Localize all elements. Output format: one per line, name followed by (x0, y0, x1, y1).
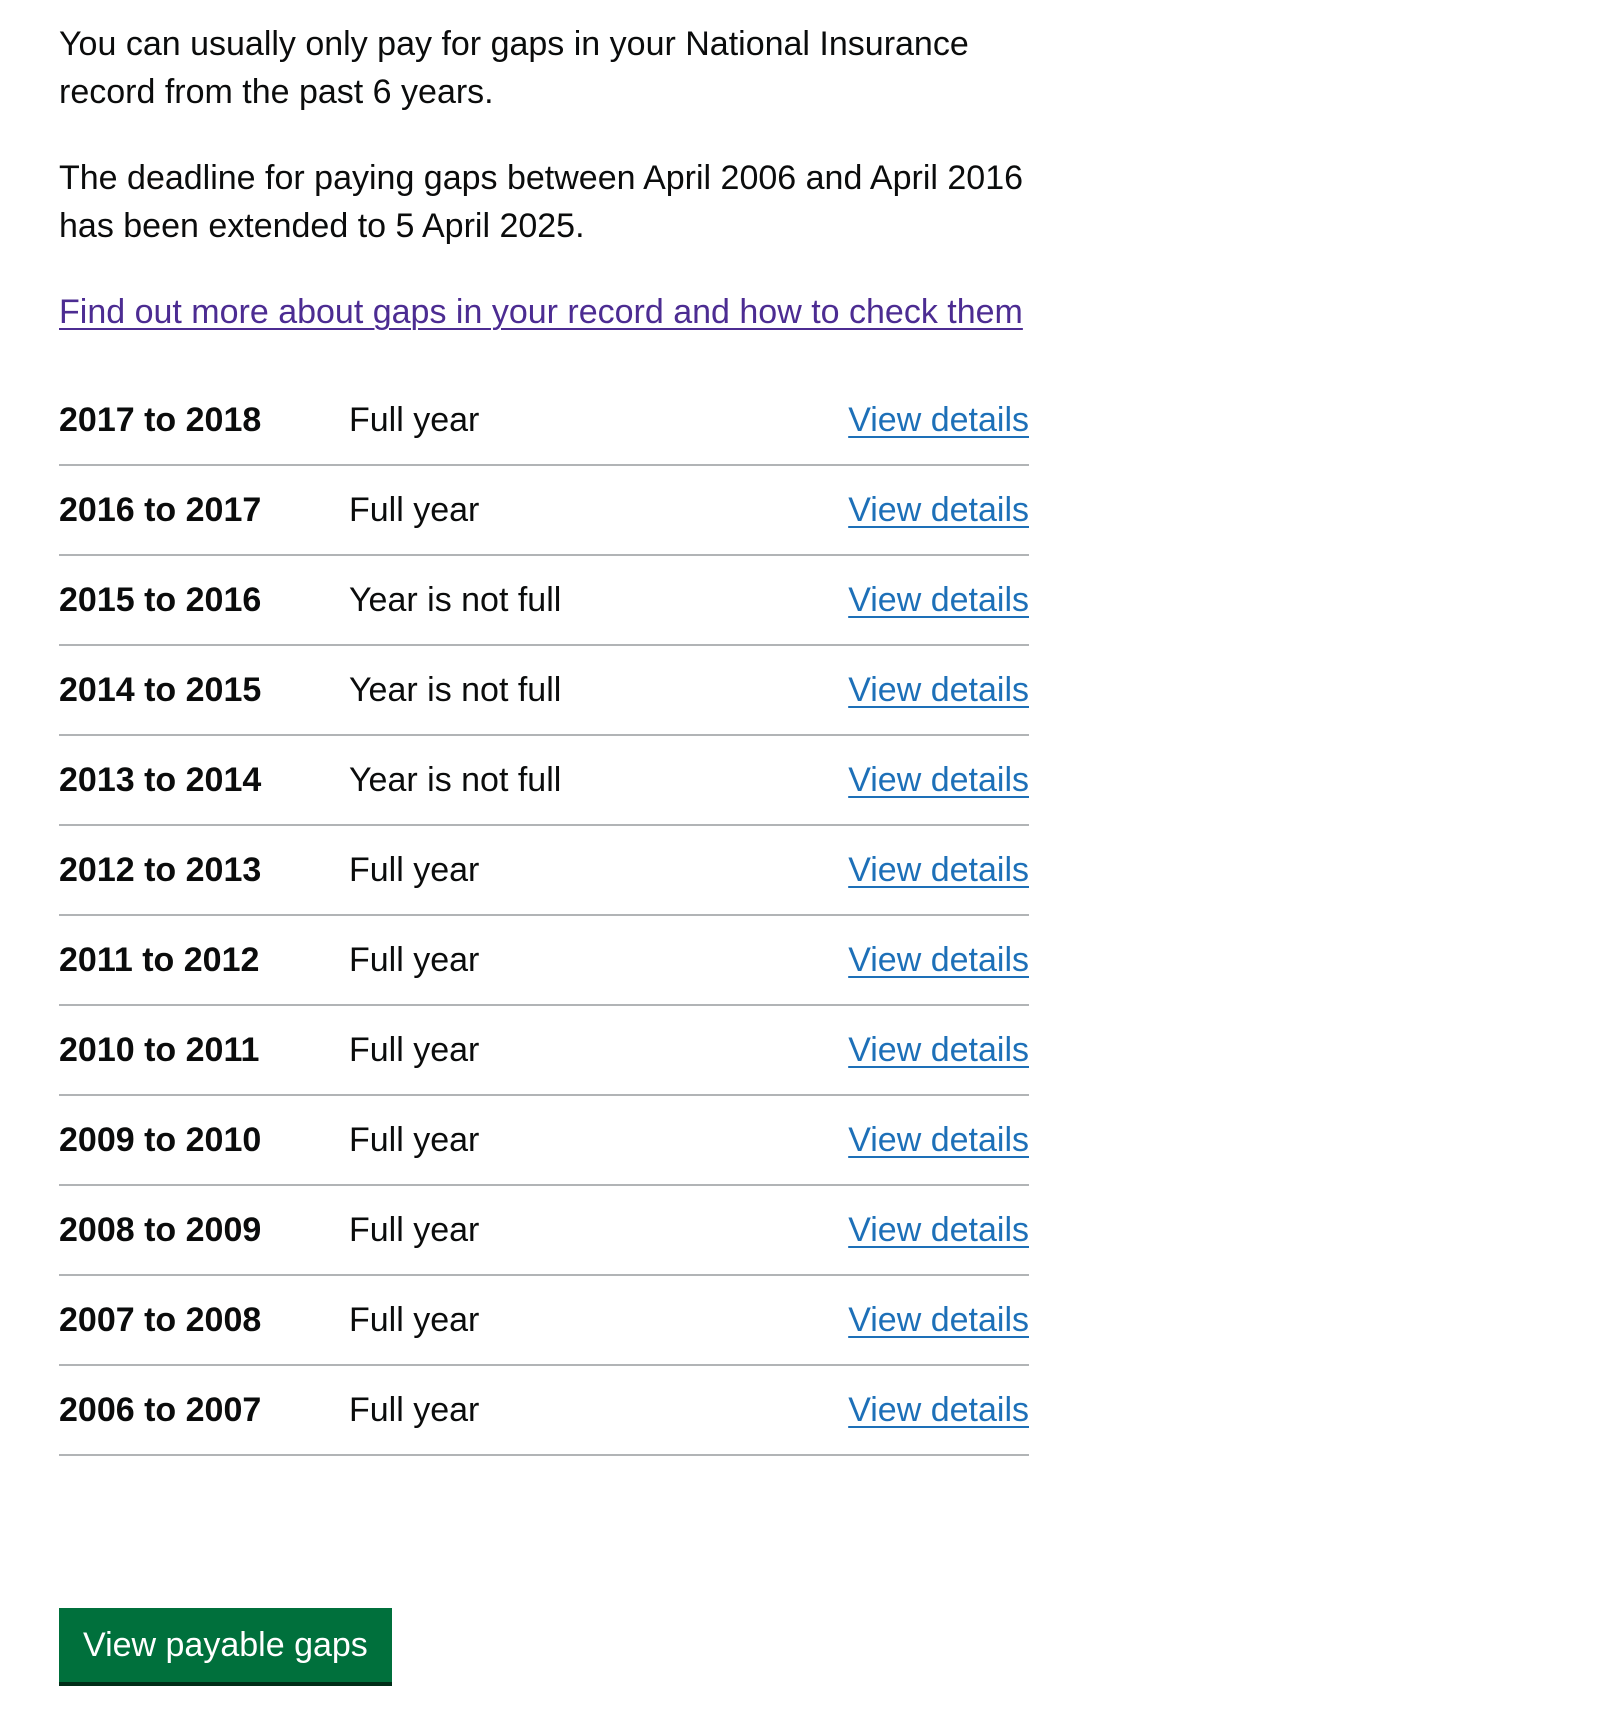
view-details-cell (829, 555, 1029, 645)
tax-year-label: 2010 to 2011 (59, 1005, 349, 1095)
table-row (59, 645, 1029, 735)
year-status: Full year (349, 1365, 829, 1455)
year-status: Full year (349, 1005, 829, 1095)
view-details-link[interactable]: View details (848, 670, 1029, 709)
view-details-link[interactable]: View details (848, 400, 1029, 439)
view-details-link[interactable]: View details (848, 1030, 1029, 1069)
year-status: Year is not full (349, 645, 829, 735)
view-details-link[interactable]: View details (848, 490, 1029, 529)
table-row (59, 1275, 1029, 1365)
view-payable-gaps-button[interactable]: View payable gaps (59, 1608, 392, 1682)
view-details-cell (829, 465, 1029, 555)
view-details-link[interactable]: View details (848, 1210, 1029, 1249)
year-status: Full year (349, 1275, 829, 1365)
view-details-cell (829, 1365, 1029, 1455)
view-details-cell (829, 735, 1029, 825)
tax-year-label: 2008 to 2009 (59, 1185, 349, 1275)
year-status: Full year (349, 1095, 829, 1185)
year-status: Full year (349, 825, 829, 915)
tax-year-label: 2006 to 2007 (59, 1365, 349, 1455)
table-row (59, 1095, 1029, 1185)
view-details-link[interactable]: View details (848, 760, 1029, 799)
table-row (59, 735, 1029, 825)
tax-years-table (59, 376, 1029, 1456)
year-status: Year is not full (349, 735, 829, 825)
tax-year-label: 2014 to 2015 (59, 645, 349, 735)
table-row (59, 376, 1029, 465)
tax-year-label: 2007 to 2008 (59, 1275, 349, 1365)
view-details-link[interactable]: View details (848, 580, 1029, 619)
table-row (59, 555, 1029, 645)
year-status: Full year (349, 465, 829, 555)
year-status: Full year (349, 915, 829, 1005)
view-details-link[interactable]: View details (848, 850, 1029, 889)
view-details-link[interactable]: View details (848, 1390, 1029, 1429)
intro-paragraph-1: You can usually only pay for gaps in your National Insurance record from the past 6 years. (59, 25, 969, 111)
tax-year-label: 2013 to 2014 (59, 735, 349, 825)
table-row (59, 1005, 1029, 1095)
table-row (59, 1185, 1029, 1275)
year-status: Full year (349, 376, 829, 465)
view-details-link[interactable]: View details (848, 1300, 1029, 1339)
table-row (59, 825, 1029, 915)
view-details-link[interactable]: View details (848, 1120, 1029, 1159)
find-out-more-link[interactable]: Find out more about gaps in your record and how to check them (59, 293, 1023, 331)
view-details-cell (829, 915, 1029, 1005)
view-details-cell (829, 1095, 1029, 1185)
view-details-cell (829, 1005, 1029, 1095)
gaps-info-paragraph (59, 288, 1029, 336)
tax-year-label: 2017 to 2018 (59, 376, 349, 465)
view-details-cell (829, 825, 1029, 915)
view-details-cell (829, 645, 1029, 735)
view-details-cell (829, 1185, 1029, 1275)
tax-year-label: 2015 to 2016 (59, 555, 349, 645)
view-details-cell (829, 376, 1029, 465)
tax-year-label: 2016 to 2017 (59, 465, 349, 555)
view-details-link[interactable]: View details (848, 940, 1029, 979)
tax-year-label: 2009 to 2010 (59, 1095, 349, 1185)
view-details-cell (829, 1275, 1029, 1365)
tax-year-label: 2012 to 2013 (59, 825, 349, 915)
intro-paragraph-2: The deadline for paying gaps between April 2006 and April 2016 has been extended to 5 April 2025. (59, 159, 1024, 245)
year-status: Full year (349, 1185, 829, 1275)
table-row (59, 1365, 1029, 1455)
tax-year-label: 2011 to 2012 (59, 915, 349, 1005)
year-status: Year is not full (349, 555, 829, 645)
table-row (59, 915, 1029, 1005)
main-content (59, 20, 1029, 1456)
table-row (59, 465, 1029, 555)
